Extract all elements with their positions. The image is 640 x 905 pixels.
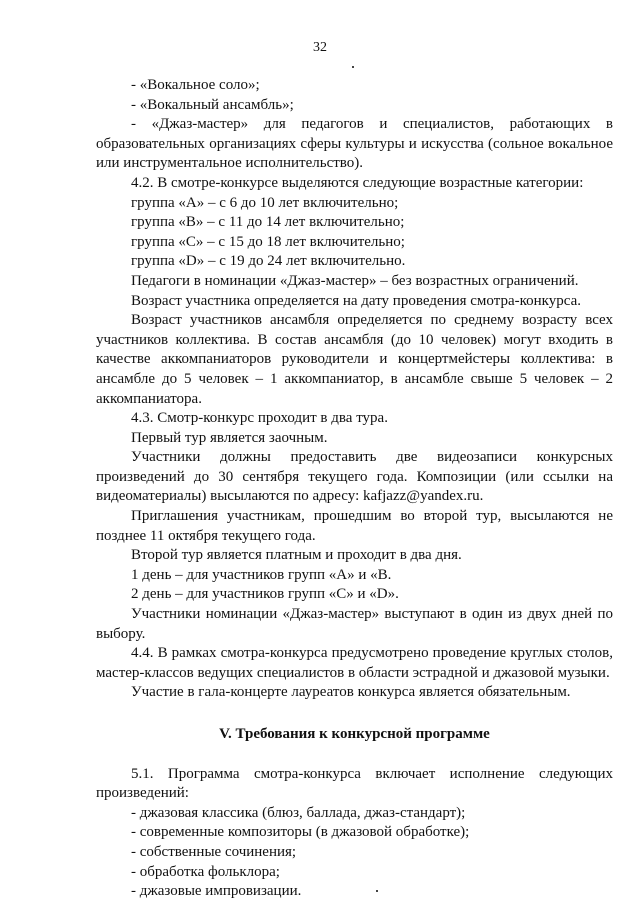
second-tour-note: Второй тур является платным и проходит в два дня.	[131, 547, 462, 564]
list-item-vocal-solo: - «Вокальное соло»;	[131, 77, 260, 93]
age-date-note: Возраст участника определяется на дату проведения смотра-конкурса.	[131, 292, 581, 309]
section-5-1-intro: 5.1. Программа смотра-конкурса включает исполнение следующих произведений:	[96, 765, 613, 802]
section-4-4-text: 4.4. В рамках смотра-конкурса предусмотрено проведение круглых столов, мастер-классов ведущих специалистов в области эстрадной и джазовой музыки.	[96, 645, 613, 681]
first-tour-note: Первый тур является заочным.	[131, 429, 328, 446]
invitations-note: Приглашения участникам, прошедшим во второй тур, высылаются не позднее 11 октября текущего года.	[96, 508, 613, 544]
list-item-vocal-ensemble: - «Вокальный ансамбль»;	[131, 96, 294, 113]
program-item-own-works: - собственные сочинения;	[131, 843, 297, 860]
scan-mark	[352, 66, 354, 68]
scan-mark	[376, 890, 378, 892]
page-number: 32	[313, 40, 327, 55]
program-item-folklore: - обработка фольклора;	[131, 863, 280, 880]
videos-note: Участники должны предоставить две видеозаписи конкурсных произведений до 30 сентября текущего года. Композиции (или ссылки на видеоматериалы) высылаются по адресу: kafjazz@yandex.ru.	[96, 449, 613, 505]
age-group-d: группа «D» – с 19 до 24 лет включительно.	[131, 253, 406, 270]
list-item-jazz-master: - «Джаз-мастер» для педагогов и специалистов, работающих в образовательных организациях сферы культуры и искусства (сольное вокальное или инструментальное исполнительство).	[96, 116, 613, 172]
section-4-2-intro: 4.2. В смотре-конкурсе выделяются следующие возрастные категории:	[131, 174, 584, 191]
teachers-note: Педагоги в номинации «Джаз-мастер» – без возрастных ограничений.	[131, 272, 579, 289]
ensemble-note: Возраст участников ансамбля определяется по среднему возрасту всех участников коллектива. В состав ансамбля (до 10 человек) могут входить в качестве аккомпаниаторов руководители и концертмейстеры коллектива: в ансамбле до 5 человек – 1 аккомпаниатор, в ансамбле свыше 5 человек – 2 аккомпаниатора.	[96, 312, 613, 407]
jazz-master-days-note: Участники номинации «Джаз-мастер» выступают в один из двух дней по выбору.	[96, 606, 613, 642]
day-2-note: 2 день – для участников групп «С» и «D».	[131, 586, 399, 603]
age-group-a: группа «А» – с 6 до 10 лет включительно;	[131, 194, 399, 211]
program-item-modern-composers: - современные композиторы (в джазовой обработке);	[131, 824, 470, 841]
section-4-3-intro: 4.3. Смотр-конкурс проходит в два тура.	[131, 410, 388, 427]
section-5-heading: V. Требования к конкурсной программе	[219, 726, 490, 742]
day-1-note: 1 день – для участников групп «А» и «В.	[131, 566, 392, 583]
age-group-c: группа «С» – с 15 до 18 лет включительно;	[131, 233, 405, 250]
age-group-b: группа «В» – с 11 до 14 лет включительно;	[131, 214, 405, 231]
program-item-improvisations: - джазовые импровизации.	[131, 883, 302, 900]
program-item-jazz-classics: - джазовая классика (блюз, баллада, джаз-стандарт);	[131, 804, 466, 821]
gala-note: Участие в гала-концерте лауреатов конкурса является обязательным.	[131, 684, 571, 701]
document-body	[96, 76, 613, 902]
